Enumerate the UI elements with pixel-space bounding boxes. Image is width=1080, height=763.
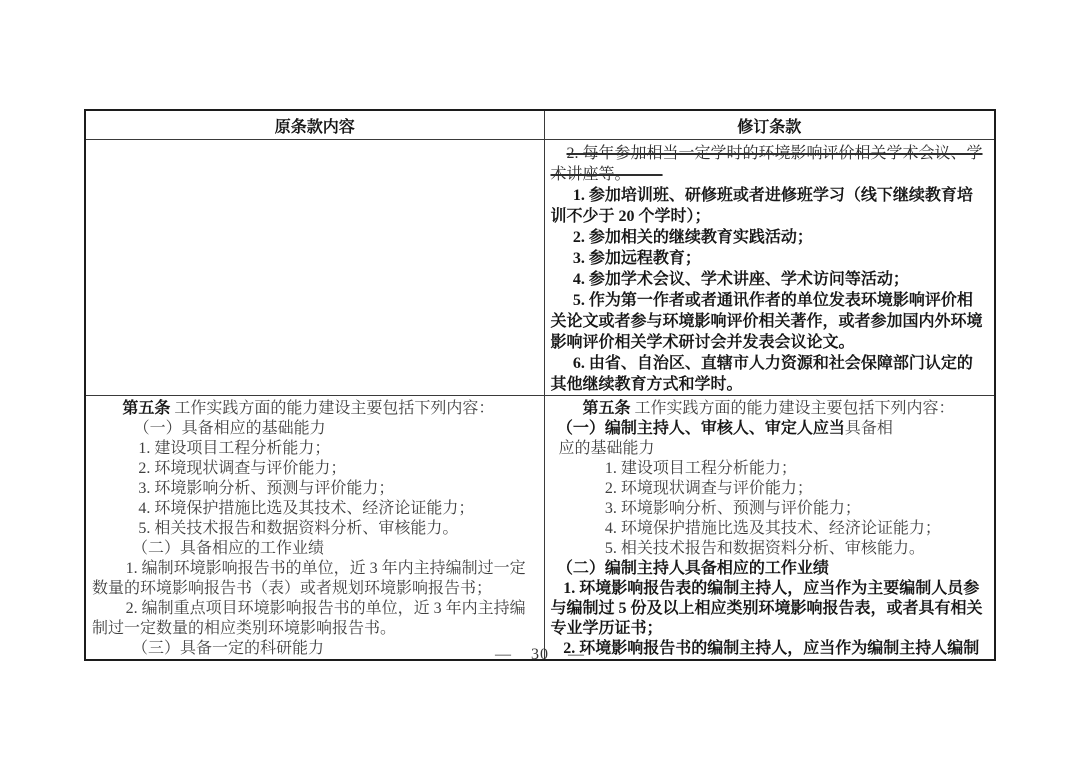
paragraph (551, 459, 989, 479)
revised-emphasis-text: 1. 环境影响报告表的编制主持人，应当作为主要编制人员参与编制过 5 份及以上相应类别环境影响报告表，或者具有相关专业学历证书； (550, 580, 983, 637)
revised-emphasis-text: 第五条 (122, 400, 171, 417)
clause-text: 4. 环境保护措施比选及其技术、经济论证能力； (138, 500, 475, 517)
revision-comparison-table (84, 109, 996, 661)
revised-emphasis-text: 2. 环境影响报告书的编制主持人，应当作为编制主持人编制 (563, 640, 980, 657)
paragraph (92, 519, 538, 539)
revised-emphasis-text: （一）编制主持人、审核人、审定人应当 (556, 420, 845, 437)
clause-text: 5. 相关技术报告和数据资料分析、审核能力。 (138, 520, 459, 537)
paragraph (551, 143, 989, 185)
paragraph (551, 479, 989, 499)
paragraph (92, 499, 538, 519)
page-number: — 30 — (495, 646, 585, 663)
revised-emphasis-text: 6. 由省、自治区、直辖市人力资源和社会保障部门认定的其他继续教育方式和学时。 (550, 355, 973, 393)
clause-text: 具备相 (844, 420, 893, 437)
clause-text: 工作实践方面的能力建设主要包括下列内容： (630, 400, 955, 417)
clause-text: 应的基础能力 (558, 440, 655, 457)
paragraph (551, 559, 989, 579)
clause-text: 2. 编制重点项目环境影响报告书的单位，近 3 年内主持编制过一定数量的相应类别环境影响报告书。 (92, 600, 526, 637)
revised-emphasis-text: 2. 参加相关的继续教育实践活动； (572, 229, 813, 246)
clause-text: 2. 环境现状调查与评价能力； (604, 480, 813, 497)
paragraph (551, 353, 989, 395)
paragraph (551, 579, 989, 639)
original-clause-cell (85, 396, 544, 661)
original-clause-cell (85, 140, 544, 396)
paragraph (551, 248, 989, 269)
revised-emphasis-text: （二）编制主持人具备相应的工作业绩 (556, 560, 829, 577)
revised-emphasis-text: 4. 参加学术会议、学术讲座、学术访问等活动； (572, 271, 909, 288)
paragraph (551, 227, 989, 248)
paragraph (92, 419, 538, 439)
paragraph (551, 539, 989, 559)
table-row (85, 140, 995, 396)
column-header-original: 原条款内容 (85, 110, 544, 140)
revised-emphasis-text: 5. 作为第一作者或者通讯作者的单位发表环境影响评价相关论文或者参与环境影响评价相关著作，或者参加国内外环境影响评价相关学术研讨会并发表会议论文。 (550, 292, 983, 351)
paragraph (92, 559, 538, 599)
paragraph (92, 459, 538, 479)
column-header-revised: 修订条款 (544, 110, 995, 140)
paragraph (551, 439, 989, 459)
revised-emphasis-text: 3. 参加远程教育； (572, 250, 701, 267)
table-header-row (85, 110, 995, 140)
clause-text: 3. 环境影响分析、预测与评价能力； (138, 480, 395, 497)
paragraph (92, 539, 538, 559)
clause-text: 3. 环境影响分析、预测与评价能力； (604, 500, 861, 517)
clause-text: 4. 环境保护措施比选及其技术、经济论证能力； (604, 520, 941, 537)
clause-text: 1. 建设项目工程分析能力； (138, 440, 331, 457)
paragraph (92, 479, 538, 499)
paragraph (551, 269, 989, 290)
clause-text: （三）具备一定的科研能力 (132, 640, 325, 657)
clause-text: 5. 相关技术报告和数据资料分析、审核能力。 (604, 540, 925, 557)
clause-text: 1. 编制环境影响报告书的单位，近 3 年内主持编制过一定数量的环境影响报告书（表）或者规划环境影响报告书； (92, 560, 526, 597)
paragraph (92, 399, 538, 419)
clause-text: （一）具备相应的基础能力 (133, 420, 326, 437)
paragraph (551, 399, 989, 419)
revised-clause-cell (544, 140, 995, 396)
paragraph (551, 419, 989, 439)
paragraph (551, 519, 989, 539)
clause-text: （二）具备相应的工作业绩 (132, 540, 325, 557)
clause-text: 1. 建设项目工程分析能力； (604, 460, 797, 477)
revised-emphasis-text: 1. 参加培训班、研修班或者进修班学习（线下继续教育培训不少于 20 个学时）； (550, 187, 973, 225)
revised-emphasis-text: 第五条 (582, 400, 631, 417)
table-row (85, 396, 995, 661)
clause-text: 2. 环境现状调查与评价能力； (138, 460, 347, 477)
paragraph (551, 499, 989, 519)
paragraph (92, 439, 538, 459)
paragraph (551, 185, 989, 227)
clause-text: 工作实践方面的能力建设主要包括下列内容： (170, 400, 495, 417)
paragraph (551, 290, 989, 353)
paragraph (92, 599, 538, 639)
deleted-text: 2. 每年参加相当一定学时的环境影响评价相关学术会议、学术讲座等。—— (550, 145, 983, 183)
revised-clause-cell (544, 396, 995, 661)
page-footer (0, 646, 1080, 664)
